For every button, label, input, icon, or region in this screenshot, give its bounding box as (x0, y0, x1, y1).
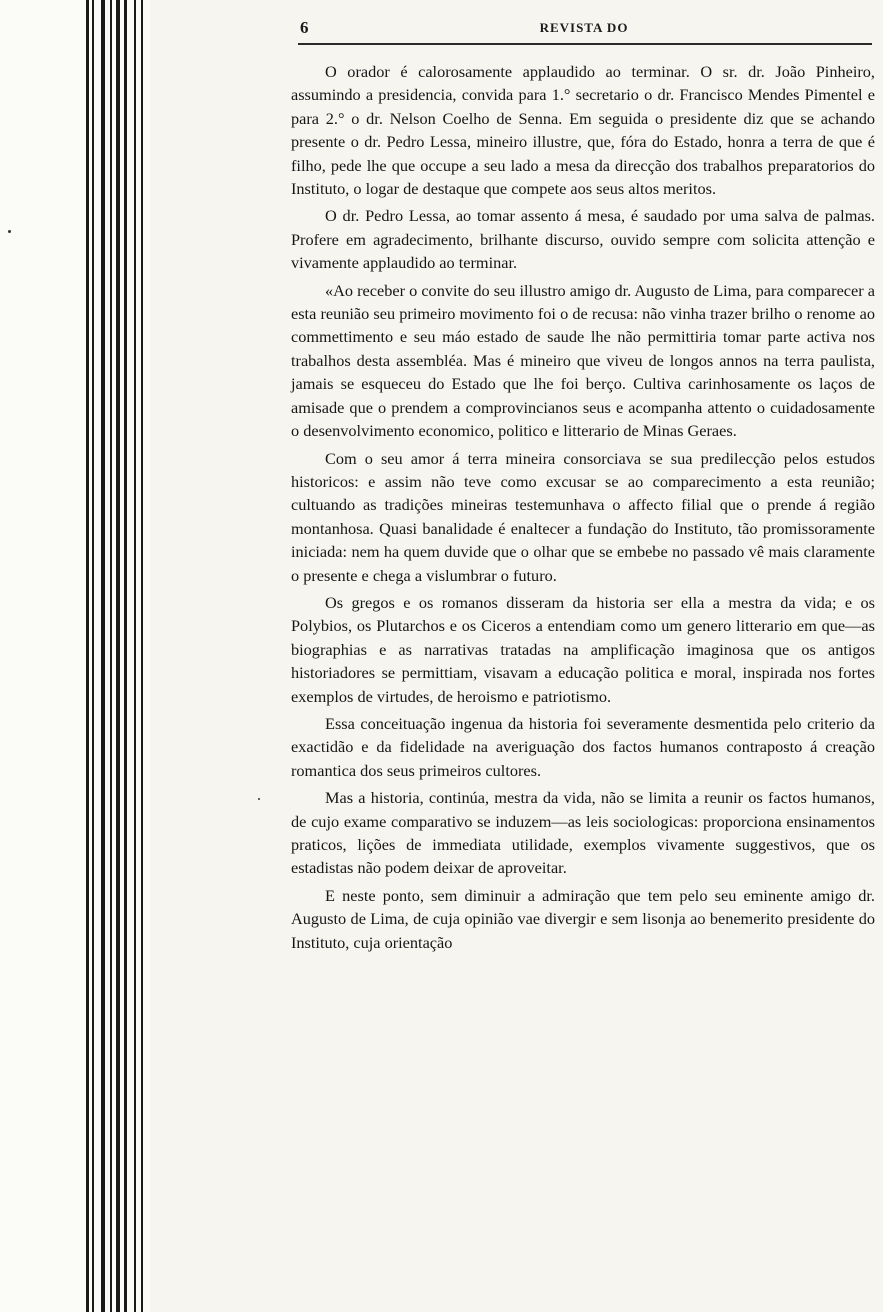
paragraph: Os gregos e os romanos disseram da historia ser ella a mestra da vida; e os Polybios, os Plutarchos e os Ciceros a entendiam como um genero litterario em que—as biographias e as narrativas tratadas na amplificação imaginosa que os antigos historiadores se permittiam, visavam a educação politica e moral, inspirada nos fortes exemplos de virtudes, de heroismo e patriotismo. (291, 592, 875, 706)
running-head: REVISTA DO (539, 20, 629, 35)
paragraph: Mas a historia, continúa, mestra da vida, não se limita a reunir os factos humanos, de cujo exame comparativo se induzem—as leis sociologicas: proporciona ensinamentos praticos, lições de immediata utilidade, exemplos vivamente suggestivos, que os estadistas não podem deixar de aproveitar. (291, 788, 875, 878)
paragraph: Com o seu amor á terra mineira consorciava se sua predilecção pelos estudos historicos: e assim não teve como excusar se ao comparecimento a esta reunião; cultuando as tradições mineiras testemunhava o affecto filial que o prende á região montanhosa. Quasi banalidade é enaltecer a fundação do Instituto, tão promissoramente iniciada: nem ha quem duvide que o olhar que se embebe no passado vê mais claramente o presente e chega a vislumbrar o futuro. (291, 448, 875, 585)
article-body (291, 60, 875, 958)
page-number: 6 (300, 18, 309, 37)
paragraph: O orador é calorosamente applaudido ao terminar. O sr. dr. João Pinheiro, assumindo a presidencia, convida para 1.° secretario o dr. Francisco Mendes Pimentel e para 2.° o dr. Nelson Coelho de Senna. Em seguida o presidente diz que se achando presente o dr. Pedro Lessa, mineiro illustre, que, fóra do Estado, honra a terra de que é filho, pede lhe que occupe a seu lado a mesa da direcção dos trabalhos preparatorios do Instituto, o logar de destaque que compete aos seus altos meritos. (291, 62, 875, 199)
paragraph: O dr. Pedro Lessa, ao tomar assento á mesa, é saudado por uma salva de palmas. Profere em agradecimento, brilhante discurso, ouvido sempre com solicita attenção e vivamente applaudido ao terminar. (291, 206, 875, 273)
paragraph: «Ao receber o convite do seu illustro amigo dr. Augusto de Lima, para comparecer a esta reunião seu primeiro movimento foi o de recusa: não vinha trazer brilho o renome ao commettimento e seu máo estado de saude lhe não permittiria tomar parte activa nos trabalhos desta assembléa. Mas é mineiro que viveu de longos annos na terra paulista, jamais se esqueceu do Estado que lhe foi berço. Cultiva carinhosamente os laços de amisade que o prendem a comprovincianos seus e acompanha attento o cuidadosamente o desenvolvimento economico, politico e litterario de Minas Geraes. (291, 280, 875, 441)
header-divider (298, 43, 872, 45)
scan-speck (8, 230, 11, 233)
scan-speck (258, 798, 260, 800)
page-header (298, 18, 870, 44)
paragraph: E neste ponto, sem diminuir a admiração que tem pelo seu eminente amigo dr. Augusto de Lima, de cuja opinião vae divergir e sem lisonja ao benemerito presidente do Instituto, cuja orientação (291, 885, 875, 952)
book-binding-edge (0, 0, 150, 1312)
paragraph: Essa conceituação ingenua da historia foi severamente desmentida pelo criterio da exactidão e da fidelidade na averiguação dos factos humanos contraposto á creação romantica dos seus primeiros cultores. (291, 713, 875, 780)
